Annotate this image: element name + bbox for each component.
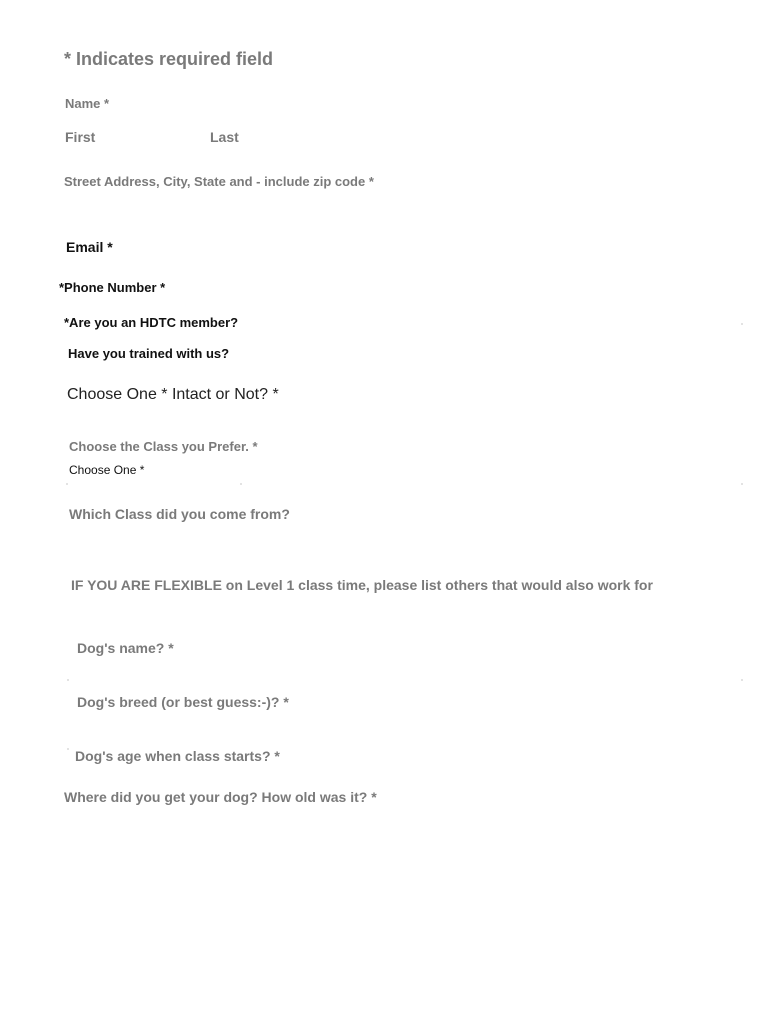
name-label: Name * (65, 96, 110, 111)
required-note: * Indicates required field (64, 49, 274, 69)
address-field[interactable] (64, 198, 664, 222)
dog-name-field-marker-left (67, 679, 69, 681)
address-label: Street Address, City, State and - include zip code * (64, 174, 374, 189)
email-field[interactable] (64, 258, 664, 278)
member-label: *Are you an HDTC member? (64, 315, 239, 330)
class-prefer-label: Choose the Class you Prefer. * (69, 439, 258, 454)
flexible-label: IF YOU ARE FLEXIBLE on Level 1 class time, please list others that would also work for (71, 577, 653, 593)
dog-age-field-marker (67, 748, 69, 750)
email-label: Email * (66, 239, 113, 255)
class-from-label: Which Class did you come from? (69, 506, 290, 522)
dog-source-field[interactable] (64, 812, 664, 872)
class-field-marker-left (66, 483, 68, 485)
first-name-label: First (65, 129, 96, 145)
class-from-field[interactable] (66, 528, 666, 556)
dog-breed-field[interactable] (66, 716, 666, 740)
flexible-field[interactable] (66, 598, 666, 632)
dog-breed-label: Dog's breed (or best guess:-)? * (77, 694, 289, 710)
class-choose-label: Choose One * (69, 463, 145, 477)
dog-name-label: Dog's name? * (77, 640, 174, 656)
member-field-marker[interactable] (741, 323, 743, 325)
class-field-marker-right[interactable] (741, 483, 743, 485)
last-name-field[interactable] (209, 126, 389, 150)
dog-source-label: Where did you get your dog? How old was it? * (64, 789, 377, 805)
intact-label: Choose One * Intact or Not? * (67, 386, 279, 403)
dog-age-label: Dog's age when class starts? * (75, 748, 280, 764)
dog-name-field-marker-right[interactable] (741, 679, 743, 681)
last-name-label: Last (210, 129, 239, 145)
dog-age-field[interactable] (66, 770, 666, 790)
trained-label: Have you trained with us? (68, 346, 230, 361)
phone-label: *Phone Number * (59, 280, 166, 295)
class-field-marker-mid (240, 483, 242, 485)
phone-field[interactable] (64, 298, 664, 314)
first-name-field[interactable] (64, 126, 204, 150)
